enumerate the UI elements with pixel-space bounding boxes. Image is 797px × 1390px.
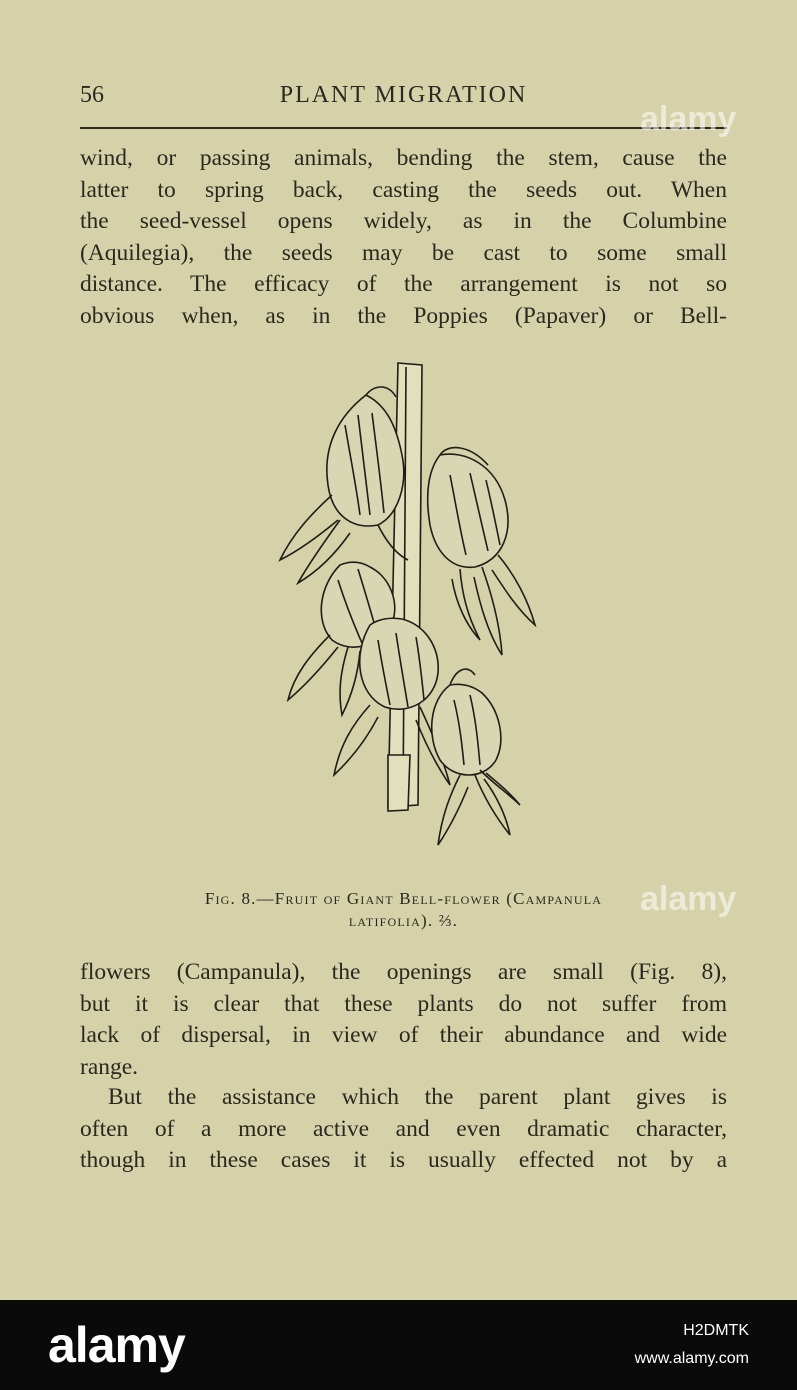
paragraph-3	[80, 1082, 727, 1177]
stock-footer	[0, 1300, 797, 1390]
alamy-logo: alamy	[48, 1317, 185, 1373]
text-line: obvious when, as in the Poppies (Papaver) or Bell-	[80, 302, 727, 329]
page-header	[80, 82, 727, 116]
paragraph-2	[80, 957, 727, 1083]
text-line: range.	[80, 1053, 139, 1080]
caption-line: Fig. 8.—Fruit of Giant Bell-flower (Campanula	[204, 889, 603, 908]
text-line: (Aquilegia), the seeds may be cast to some small	[80, 239, 727, 266]
bell-flower-illustration	[270, 355, 540, 875]
text-line: flowers (Campanula), the openings are small (Fig. 8),	[80, 959, 727, 985]
text-line: the seed-vessel opens widely, as in the Columbine	[80, 208, 727, 235]
text-line: though in these cases it is usually effected not by a	[80, 1147, 727, 1174]
figure-caption	[80, 888, 727, 932]
caption-line: latifolia). ⅔.	[348, 911, 459, 930]
image-id: H2DMTK	[683, 1322, 749, 1339]
text-line: distance. The efficacy of the arrangement is not so	[80, 271, 727, 298]
text-line: wind, or passing animals, bending the stem, cause the	[80, 145, 727, 171]
watermark: alamy	[640, 880, 737, 918]
watermark: alamy	[640, 100, 737, 138]
running-head: PLANT MIGRATION	[279, 82, 528, 108]
paragraph-1	[80, 143, 727, 333]
site-url: www.alamy.com	[634, 1350, 749, 1367]
text-line: But the assistance which the parent plant gives is	[108, 1084, 727, 1110]
text-line: lack of dispersal, in view of their abundance and wide	[80, 1022, 727, 1049]
text-line: often of a more active and even dramatic character,	[80, 1115, 727, 1142]
text-line: latter to spring back, casting the seeds out. When	[80, 176, 727, 203]
header-rule	[80, 127, 727, 129]
text-line: but it is clear that these plants do not suffer from	[80, 990, 727, 1017]
page-number: 56	[80, 82, 104, 108]
